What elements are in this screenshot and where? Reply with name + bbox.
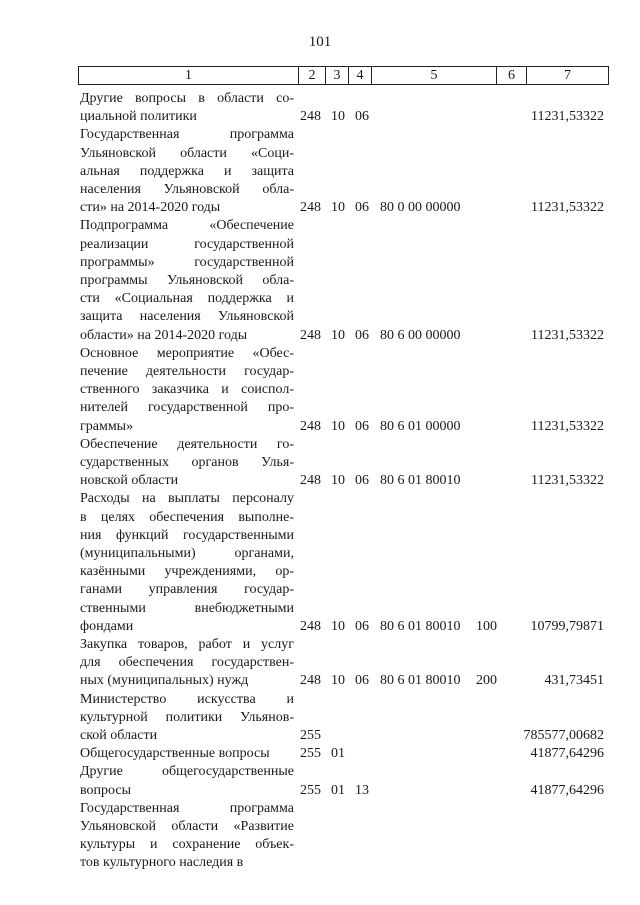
cell-c2: 255 (300, 746, 321, 762)
description-line: Закупка товаров, работ и услуг (80, 637, 294, 652)
cell-c5: 80 0 00 00000 (380, 200, 461, 216)
cell-c4: 13 (355, 782, 369, 798)
header-col-1: 1 (79, 67, 299, 85)
row-description (80, 800, 294, 873)
column-header-row (78, 66, 609, 85)
row-description (80, 345, 294, 436)
description-line: фондами (80, 618, 134, 634)
description-line: ственного заказчика и соиспол- (80, 382, 294, 398)
description-line: защита населения Ульяновской (80, 309, 294, 325)
description-line: новской области (80, 473, 179, 489)
cell-c3: 01 (331, 746, 345, 762)
description-line: сударственных органов Улья- (80, 455, 294, 470)
description-line: нителей государственной про- (80, 400, 294, 416)
description-line: Ульяновской области «Развитие (80, 819, 294, 834)
cell-c3: 10 (331, 618, 345, 634)
description-line: ственными внебюджетными (80, 600, 294, 616)
cell-c7: 41877,64296 (530, 746, 604, 762)
description-line: Обеспечение деятельности го- (80, 436, 294, 452)
cell-c7: 11231,53322 (531, 200, 604, 216)
row-description (80, 217, 294, 344)
description-line: Расходы на выплаты персоналу (80, 491, 294, 507)
cell-c6: 100 (476, 618, 497, 634)
header-col-4: 4 (349, 67, 372, 85)
cell-c4: 06 (355, 200, 369, 216)
cell-c2: 248 (300, 473, 321, 489)
description-line: ской области (80, 728, 158, 743)
description-line: Основное мероприятие «Обес- (80, 345, 294, 361)
description-line: Государственная программа (80, 127, 294, 143)
table-row (0, 90, 640, 126)
cell-c3: 10 (331, 109, 345, 125)
cell-c5: 80 6 01 80010 (380, 618, 461, 634)
cell-c2: 248 (300, 618, 321, 634)
description-line: Другие общегосударственные (80, 764, 294, 780)
row-description (80, 763, 294, 799)
table-row (0, 800, 640, 873)
description-line: (муниципальными) органами, (80, 546, 294, 561)
cell-c5: 80 6 01 80010 (380, 673, 461, 689)
description-line: сти» на 2014-2020 годы (80, 200, 221, 216)
table-row (0, 745, 640, 763)
cell-c3: 10 (331, 200, 345, 216)
row-description (80, 691, 294, 746)
cell-c7: 10799,79871 (530, 618, 604, 634)
description-line: Министерство искусства и (80, 691, 294, 707)
description-line: Подпрограмма «Обеспечение (80, 218, 294, 234)
cell-c4: 06 (355, 473, 369, 489)
description-line: реализации государственной (80, 236, 294, 252)
cell-c7: 11231,53322 (531, 109, 604, 125)
table-row (0, 126, 640, 217)
description-line: казёнными учреждениями, ор- (80, 564, 294, 580)
cell-c7: 431,73451 (544, 673, 604, 689)
description-line: культуры и сохранение объек- (80, 837, 294, 853)
description-line: программы Ульяновской обла- (80, 273, 294, 288)
cell-c3: 01 (331, 782, 345, 798)
cell-c4: 06 (355, 618, 369, 634)
header-col-3: 3 (326, 67, 349, 85)
description-line: ных (муниципальных) нужд (80, 673, 249, 689)
table-row (0, 436, 640, 491)
description-line: культурной политики Ульянов- (80, 709, 294, 725)
cell-c2: 248 (300, 418, 321, 434)
header-col-2: 2 (299, 67, 326, 85)
description-line: населения Ульяновской обла- (80, 182, 294, 197)
description-line: программы» государственной (80, 254, 294, 270)
description-line: тов культурного наследия в (80, 855, 244, 871)
cell-c3: 10 (331, 473, 345, 489)
description-line: Ульяновской области «Соци- (80, 145, 294, 161)
cell-c7: 11231,53322 (531, 473, 604, 489)
table-row (0, 691, 640, 746)
row-description (80, 490, 294, 636)
cell-c3: 10 (331, 418, 345, 434)
description-line: Общегосударственные вопросы (80, 746, 270, 762)
cell-c4: 06 (355, 327, 369, 343)
description-line: печение деятельности государ- (80, 364, 294, 379)
header-col-5: 5 (372, 67, 497, 85)
description-line: в целях обеспечения выполне- (80, 509, 294, 525)
table-row (0, 490, 640, 636)
table-row (0, 636, 640, 691)
cell-c2: 255 (300, 727, 321, 743)
cell-c7: 11231,53322 (531, 327, 604, 343)
cell-c7: 11231,53322 (531, 418, 604, 434)
description-line: альная поддержка и защита (80, 163, 294, 179)
cell-c4: 06 (355, 109, 369, 125)
description-line: граммы» (80, 418, 134, 434)
cell-c2: 248 (300, 109, 321, 125)
table-row (0, 763, 640, 799)
cell-c5: 80 6 00 00000 (380, 327, 461, 343)
row-description (80, 636, 294, 691)
description-line: сти «Социальная поддержка и (80, 291, 294, 307)
table-row (0, 345, 640, 436)
header-col-7: 7 (527, 67, 609, 85)
cell-c5: 80 6 01 00000 (380, 418, 461, 434)
description-line: области» на 2014-2020 годы (80, 327, 248, 343)
cell-c5: 80 6 01 80010 (380, 473, 461, 489)
cell-c7: 41877,64296 (530, 782, 604, 798)
page-number: 101 (308, 34, 332, 50)
cell-c4: 06 (355, 418, 369, 434)
description-line: вопросы (80, 782, 131, 798)
row-description (80, 90, 294, 126)
cell-c3: 10 (331, 327, 345, 343)
row-description (80, 745, 294, 763)
row-description (80, 436, 294, 491)
row-description (80, 126, 294, 217)
cell-c4: 06 (355, 673, 369, 689)
header-col-6: 6 (497, 67, 527, 85)
description-line: циальной политики (80, 109, 197, 125)
cell-c2: 248 (300, 673, 321, 689)
description-line: ния функций государственными (80, 527, 294, 543)
description-line: для обеспечения государствен- (80, 655, 294, 671)
cell-c3: 10 (331, 673, 345, 689)
cell-c2: 248 (300, 200, 321, 216)
description-line: Другие вопросы в области со- (80, 91, 294, 106)
cell-c2: 255 (300, 782, 321, 798)
cell-c2: 248 (300, 327, 321, 343)
description-line: ганами управления государ- (80, 582, 294, 598)
cell-c7: 785577,00682 (523, 727, 604, 743)
cell-c6: 200 (476, 673, 497, 689)
table-row (0, 217, 640, 344)
description-line: Государственная программа (80, 800, 294, 816)
